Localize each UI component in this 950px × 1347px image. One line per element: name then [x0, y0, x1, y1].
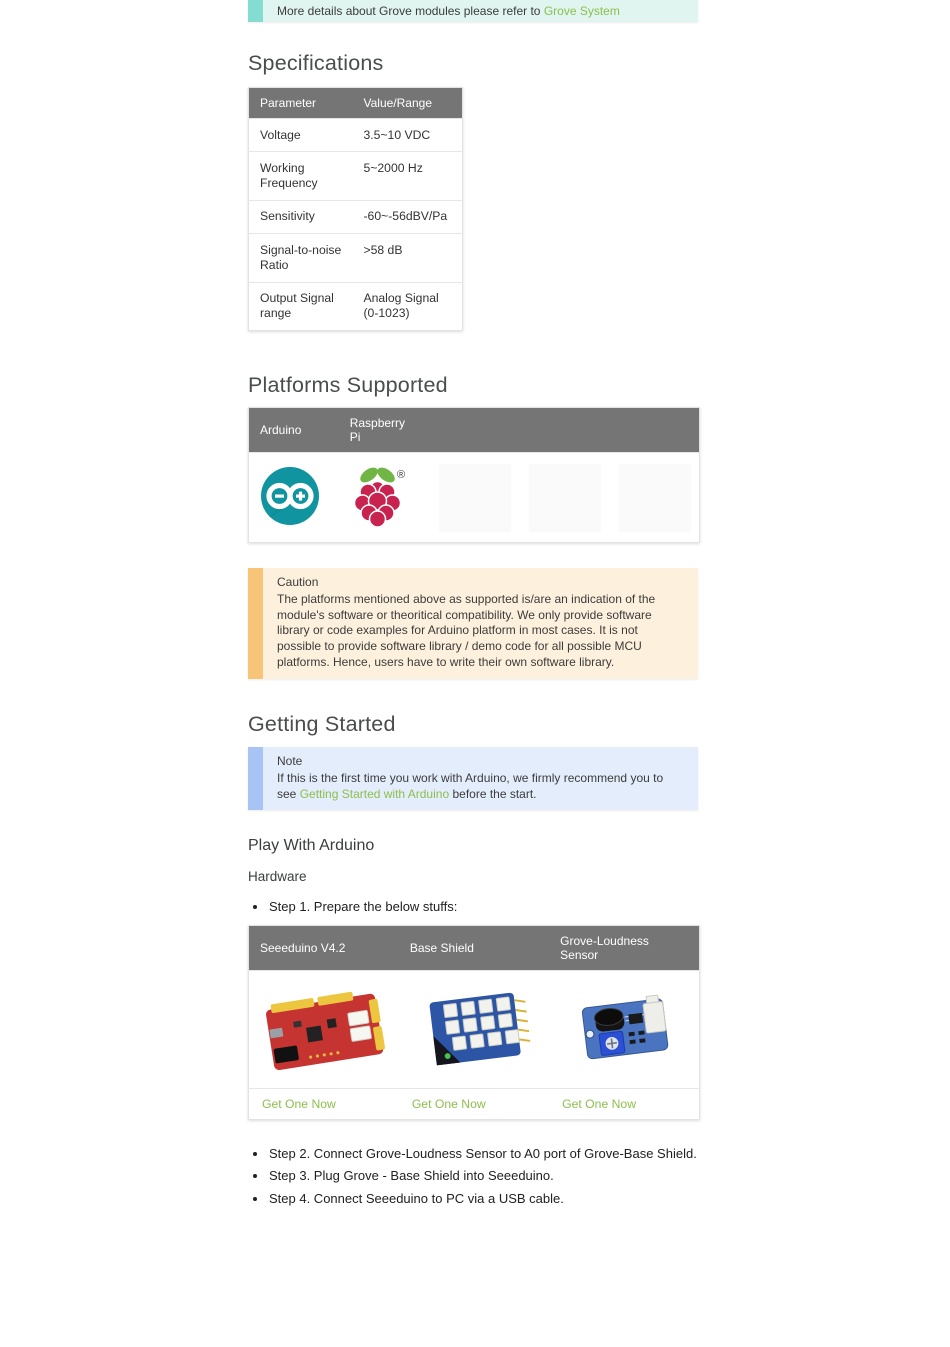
tip-content	[263, 0, 698, 22]
seeeduino-image-cell	[249, 970, 399, 1088]
table-row	[249, 1088, 700, 1119]
hardware-table	[248, 925, 700, 1120]
platform-cell-raspberrypi	[339, 453, 429, 543]
get-one-now-link-loudness[interactable]: Get One Now	[562, 1096, 636, 1111]
platform-cell-empty	[609, 453, 699, 543]
note-accent-bar	[248, 747, 263, 810]
grove-loudness-sensor-image	[555, 973, 693, 1083]
table-row	[249, 970, 700, 1088]
tip-text: More details about Grove modules please refer to	[277, 4, 541, 18]
table-row	[249, 200, 463, 233]
caution-accent-bar	[248, 568, 263, 679]
caution-text: The platforms mentioned above as supported is/are an indication of the module's software or theoritical compatibility. We only provide software library or code examples for Arduino platform in most cases. It is not possible to provide software library / demo code for all possible MCU platforms. Hence, users have to write their own software library.	[277, 591, 656, 670]
play-with-arduino-heading: Play With Arduino	[248, 837, 375, 855]
spec-value: Analog Signal (0-1023)	[353, 282, 463, 331]
list-item: • Step 4. Connect Seeeduino to PC via a USB cable.	[268, 1188, 700, 1210]
spec-value: 5~2000 Hz	[353, 152, 463, 201]
table-row	[249, 453, 700, 543]
hardware-heading: Hardware	[248, 869, 307, 885]
loudness-sensor-image-cell	[549, 970, 699, 1088]
spec-param: Working Frequency	[249, 152, 353, 201]
platforms-heading: Platforms Supported	[248, 373, 448, 397]
platform-col-empty	[609, 408, 699, 453]
arduino-logo-icon	[259, 465, 321, 527]
list-item: • Step 1. Prepare the below stuffs:	[268, 896, 700, 918]
grove-system-link[interactable]: Grove System	[543, 4, 620, 18]
note-text	[277, 771, 682, 803]
table-row	[249, 119, 463, 152]
platform-cell-arduino	[249, 453, 339, 543]
base-shield-image-cell	[399, 970, 549, 1088]
table-row	[249, 234, 463, 283]
caution-content	[263, 568, 698, 679]
caution-admonition	[248, 568, 698, 679]
note-title: Note	[277, 753, 303, 768]
step1-list	[248, 896, 700, 918]
table-row	[249, 282, 463, 331]
get-one-now-link-seeeduino[interactable]: Get One Now	[262, 1096, 336, 1111]
platform-cell-empty	[519, 453, 609, 543]
spec-value: -60~-56dBV/Pa	[353, 200, 463, 233]
platforms-table	[248, 407, 700, 543]
spec-param: Sensitivity	[249, 200, 353, 233]
raspberry-pi-logo-icon	[349, 463, 407, 529]
spec-param: Signal-to-noise Ratio	[249, 234, 353, 283]
note-admonition	[248, 747, 698, 810]
hw-col-loudness: Grove-Loudness Sensor	[549, 925, 699, 970]
spec-value: 3.5~10 VDC	[353, 119, 463, 152]
platform-col-empty	[519, 408, 609, 453]
note-text-after: before the start.	[452, 786, 537, 801]
table-row	[249, 152, 463, 201]
base-shield-image	[405, 973, 543, 1083]
get-one-now-link-baseshield[interactable]: Get One Now	[411, 1096, 486, 1111]
svg-text:®: ®	[396, 469, 405, 481]
platform-cell-empty	[429, 453, 519, 543]
specifications-table	[248, 87, 463, 331]
doc-content	[248, 0, 700, 1210]
image-placeholder	[439, 464, 511, 532]
tip-admonition	[248, 0, 698, 22]
image-placeholder	[619, 464, 691, 532]
getting-started-heading: Getting Started	[248, 711, 396, 736]
platform-col-raspberrypi: Raspberry Pi	[339, 408, 429, 453]
hw-col-baseshield: Base Shield	[399, 925, 549, 970]
spec-value: >58 dB	[353, 234, 463, 283]
platform-col-arduino: Arduino	[249, 408, 339, 453]
platform-col-empty	[429, 408, 519, 453]
list-item: • Step 2. Connect Grove-Loudness Sensor to A0 port of Grove-Base Shield.	[268, 1143, 700, 1165]
hw-col-seeeduino: Seeeduino V4.2	[249, 925, 399, 970]
seeeduino-image	[255, 973, 393, 1083]
spec-param: Output Signal range	[249, 282, 353, 331]
note-text-before: If this is the first time you work with Arduino, we firmly recommend you to see	[277, 770, 664, 801]
caution-title: Caution	[277, 575, 319, 589]
get-one-now-cell	[549, 1088, 699, 1119]
specifications-heading: Specifications	[248, 51, 384, 75]
getting-started-with-arduino-link[interactable]: Getting Started with Arduino	[299, 786, 450, 801]
tip-accent-bar	[248, 0, 263, 22]
steps-list	[248, 1143, 700, 1210]
get-one-now-cell	[249, 1088, 399, 1119]
spec-param: Voltage	[249, 119, 353, 152]
image-placeholder	[529, 464, 601, 532]
spec-col-value: Value/Range	[353, 88, 463, 119]
list-item: • Step 3. Plug Grove - Base Shield into Seeeduino.	[268, 1165, 700, 1187]
get-one-now-cell	[399, 1088, 549, 1119]
note-content	[263, 747, 698, 810]
spec-col-parameter: Parameter	[249, 88, 353, 119]
